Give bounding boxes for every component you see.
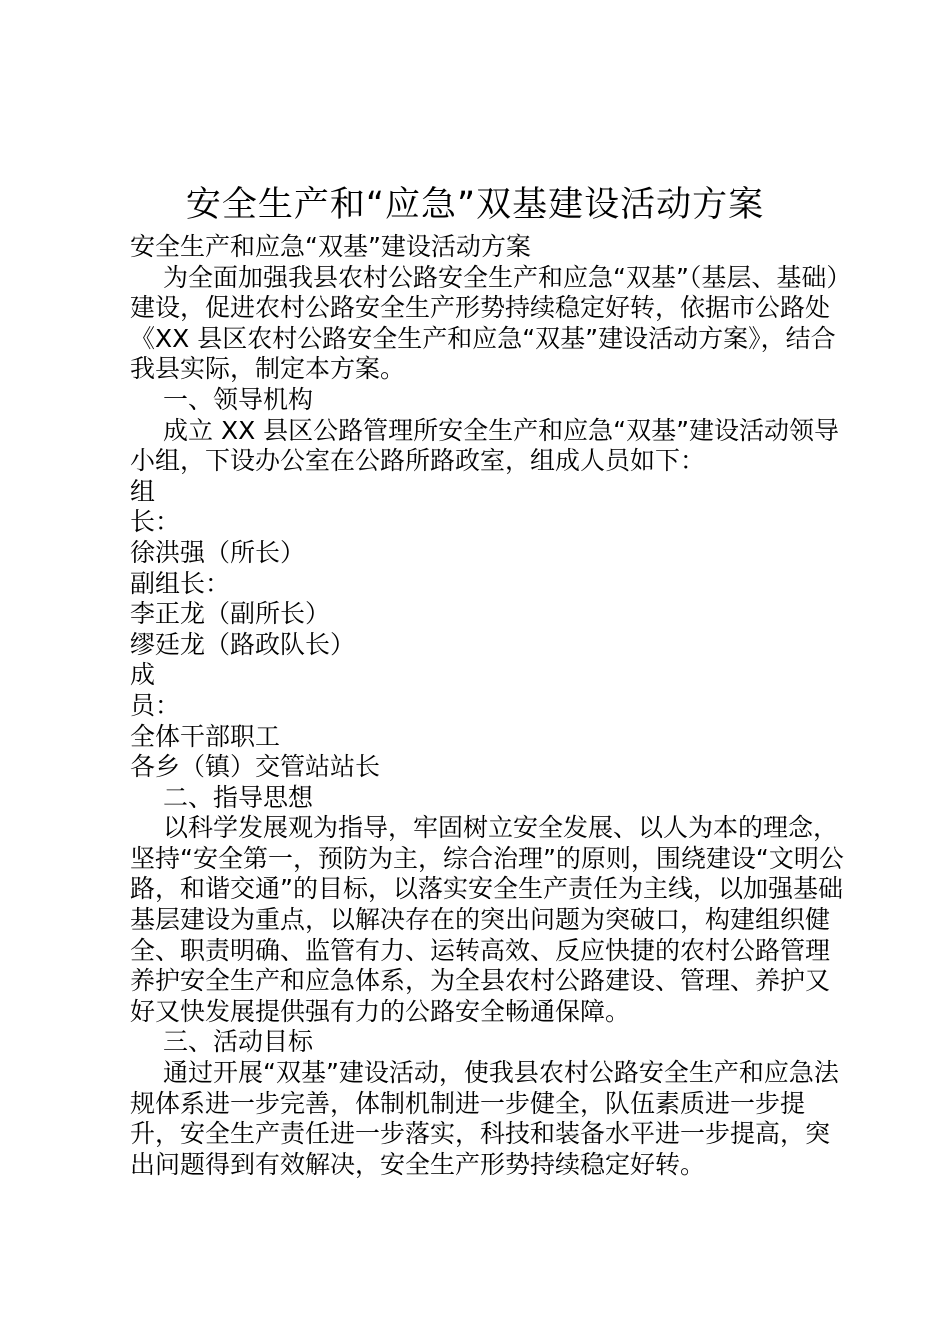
document-title: 安全生产和“应急”双基建设活动方案: [185, 185, 765, 225]
leader-name: 徐洪强（所长）: [130, 537, 306, 567]
section-3-heading: 三、活动目标: [163, 1027, 314, 1057]
section-2-body: 以科学发展观为指导，牢固树立安全发展、以人为本的理念，坚持“安全第一，预防为主，综合治理”的原则，围绕建设“文明公路，和谐交通”的目标，以落实安全生产责任为主线，以加强基础基层建设为重点，以解决存在的突出问题为突破口，构建组织健全、职责明确、监管有力、运转高效、反应快捷的农村公路管理养护安全生产和应急体系，为全县农村公路建设、管理、养护又好又快发展提供强有力的公路安全畅通保障。: [130, 813, 844, 1026]
member-label-part-1: 成: [130, 660, 156, 690]
member-2: 各乡（镇）交管站站长: [130, 752, 381, 782]
section-2-heading: 二、指导思想: [163, 782, 314, 812]
member-1: 全体干部职工: [130, 721, 281, 751]
intro-paragraph: 为全面加强我县农村公路安全生产和应急“双基”（基层、基础）建设，促进农村公路安全生产形势持续稳定好转，依据市公路处《XX 县区农村公路安全生产和应急“双基”建设活动方案》，结合我县实际，制定本方案。: [130, 262, 839, 384]
deputy-name-2: 缪廷龙（路政队长）: [130, 629, 356, 659]
document-body: [130, 232, 848, 1180]
section-1-body: 成立 XX 县区公路管理所安全生产和应急“双基”建设活动领导小组，下设办公室在公路所路政室，组成人员如下：: [130, 415, 840, 476]
deputy-label: 副组长：: [130, 568, 231, 598]
member-label-part-2: 员：: [130, 690, 181, 720]
section-3-body: 通过开展“双基”建设活动，使我县农村公路安全生产和应急法规体系进一步完善，体制机制进一步健全，队伍素质进一步提升，安全生产责任进一步落实，科技和装备水平进一步提高，突出问题得到有效解决，安全生产形势持续稳定好转。: [130, 1058, 839, 1179]
section-1-heading: 一、领导机构: [163, 384, 314, 414]
leader-label-part-1: 组: [130, 476, 156, 506]
leader-label-part-2: 长：: [130, 507, 181, 537]
document-subtitle: 安全生产和应急“双基”建设活动方案: [130, 232, 531, 261]
deputy-name-1: 李正龙（副所长）: [130, 599, 331, 629]
